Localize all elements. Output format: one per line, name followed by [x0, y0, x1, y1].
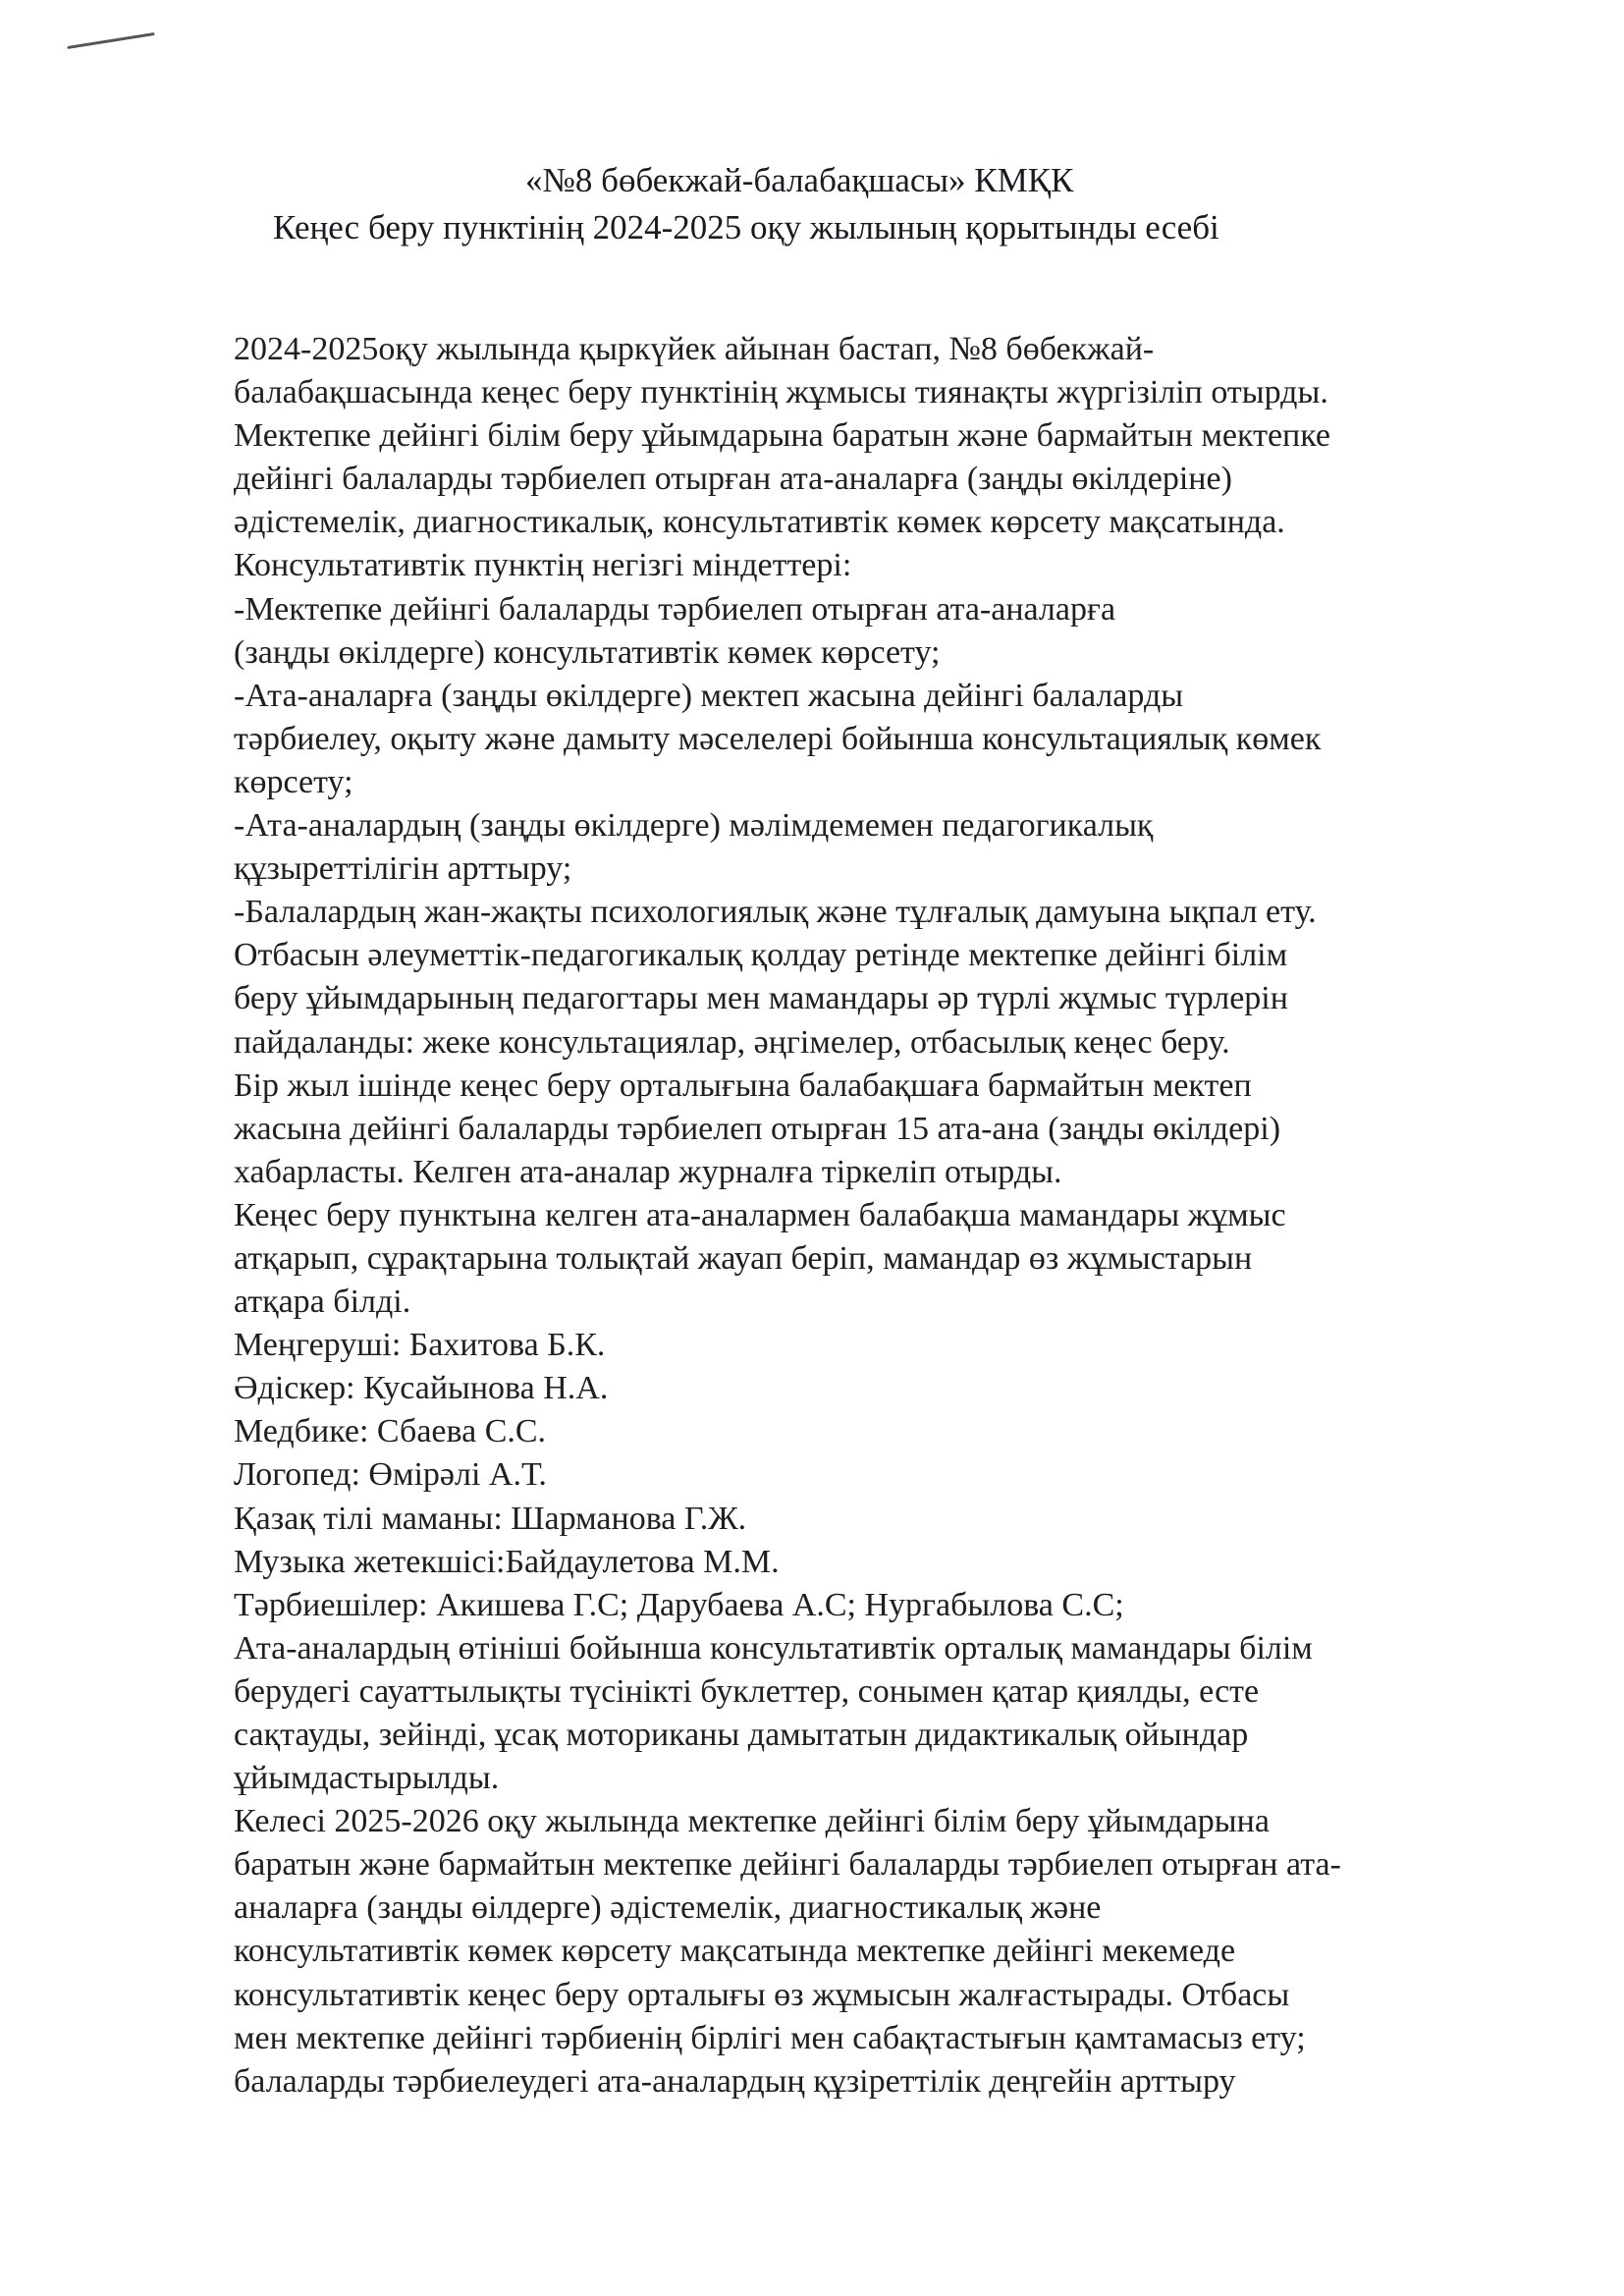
body-line: -Ата-аналарға (заңды өкілдерге) мектеп жасына дейінгі балаларды [234, 677, 1184, 714]
body-line: Кеңес беру пунктына келген ата-аналармен балабақша мамандары жұмыс [234, 1196, 1286, 1233]
title-line-1: «№8 бөбекжай-балабақшасы» КМҚК [525, 161, 1074, 199]
body-line: пайдаланды: жеке консультациялар, әңгімелер, отбасылық кеңес беру. [234, 1023, 1230, 1061]
body-line: ұйымдастырылды. [234, 1760, 500, 1797]
body-line: Медбике: Сбаева С.С. [234, 1413, 547, 1450]
body-line: 2024-2025оқу жылында қыркүйек айынан бастап, №8 бөбекжай- [234, 331, 1155, 367]
body-line: хабарласты. Келген ата-аналар журналға тіркеліп отырды. [234, 1153, 1062, 1190]
body-line: Меңгеруші: Бахитова Б.К. [234, 1327, 606, 1364]
body-line: балабақшасында кеңес беру пунктінің жұмысы тиянақты жүргізіліп отырды. [234, 374, 1328, 411]
body-line: мен мектепке дейінгі тәрбиенің бірлігі мен сабақтастығын қамтамасыз ету; [234, 2019, 1306, 2056]
body-line: балаларды тәрбиелеудегі ата-аналардың құзіреттілік деңгейін арттыру [234, 2062, 1236, 2100]
body-line: Консультативтік пунктің негізгі міндеттері: [234, 547, 852, 584]
body-line: -Ата-аналардың (заңды өкілдерге) мәлімдемемен педагогикалық [234, 807, 1154, 845]
body-line: жасына дейінгі балаларды тәрбиелеп отырған 15 ата-ана (заңды өкілдері) [234, 1110, 1281, 1147]
body-line: Бір жыл ішінде кеңес беру орталығына балабақшаға бармайтын мектеп [234, 1066, 1252, 1104]
body-line: Тәрбиешілер: Акишева Г.С; Дарубаева А.С; Нургабылова С.С; [234, 1586, 1124, 1623]
body-line: көрсету; [234, 763, 353, 800]
body-line: -Мектепке дейінгі балаларды тәрбиелеп отырған ата-аналарға [234, 590, 1116, 628]
body-line: -Балалардың жан-жақты психологиялық және тұлғалық дамуына ықпал ету. [234, 894, 1317, 931]
document-title [0, 157, 1624, 251]
body-line: консультативтік көмек көрсету мақсатында мектепке дейінгі мекемеде [234, 1933, 1236, 1970]
body-line: (заңды өкілдерге) консультативтік көмек көрсету; [234, 633, 941, 671]
body-line: атқарып, сұрақтарына толықтай жауап беріп, мамандар өз жұмыстарын [234, 1239, 1253, 1277]
body-line: құзыреттілігін арттыру; [234, 850, 572, 888]
body-line: дейінгі балаларды тәрбиелеп отырған ата-аналарға (заңды өкілдеріне) [234, 461, 1232, 498]
body-line: баратын және бармайтын мектепке дейінгі балаларды тәрбиелеп отырған ата- [234, 1846, 1341, 1884]
title-line-2: Кеңес беру пунктінің 2024-2025 оқу жылының қорытынды есебі [273, 208, 1219, 246]
body-line: беру ұйымдарының педагогтары мен мамандары әр түрлі жұмыс түрлерін [234, 980, 1288, 1017]
body-line: Логопед: Өмірәлі А.Т. [234, 1456, 547, 1494]
body-line: атқара білді. [234, 1284, 411, 1321]
body-line: берудегі сауаттылықты түсінікті буклеттер, сонымен қатар қиялды, есте [234, 1672, 1260, 1710]
body-line: аналарға (заңды өілдерге) әдістемелік, диагностикалық және [234, 1889, 1102, 1927]
body-line: Отбасын әлеуметтік-педагогикалық қолдау ретінде мектепке дейінгі білім [234, 937, 1288, 974]
body-line: әдістемелік, диагностикалық, консультативтік көмек көрсету мақсатында. [234, 504, 1285, 541]
body-line: консультативтік кеңес беру орталығы өз жұмысын жалғастырады. Отбасы [234, 1976, 1290, 2013]
body-line: сақтауды, зейінді, ұсақ моториканы дамытатын дидактикалық ойындар [234, 1717, 1249, 1753]
scan-mark [67, 32, 154, 49]
body-line: Музыка жетекшісі:Байдаулетова М.М. [234, 1543, 780, 1580]
body-line: Ата-аналардың өтініші бойынша консультативтік орталық мамандары білім [234, 1629, 1313, 1667]
document-body [234, 328, 1540, 2104]
body-line: Мектепке дейінгі білім беру ұйымдарына баратын және бармайтын мектепке [234, 417, 1331, 455]
body-line: Қазақ тілі маманы: Шарманова Г.Ж. [234, 1500, 747, 1537]
body-line: Әдіскер: Кусайынова Н.А. [234, 1370, 609, 1407]
body-line: Келесі 2025-2026 оқу жылында мектепке дейінгі білім беру ұйымдарына [234, 1803, 1270, 1840]
body-line: тәрбиелеу, оқыту және дамыту мәселелері бойынша консультациялық көмек [234, 720, 1322, 757]
